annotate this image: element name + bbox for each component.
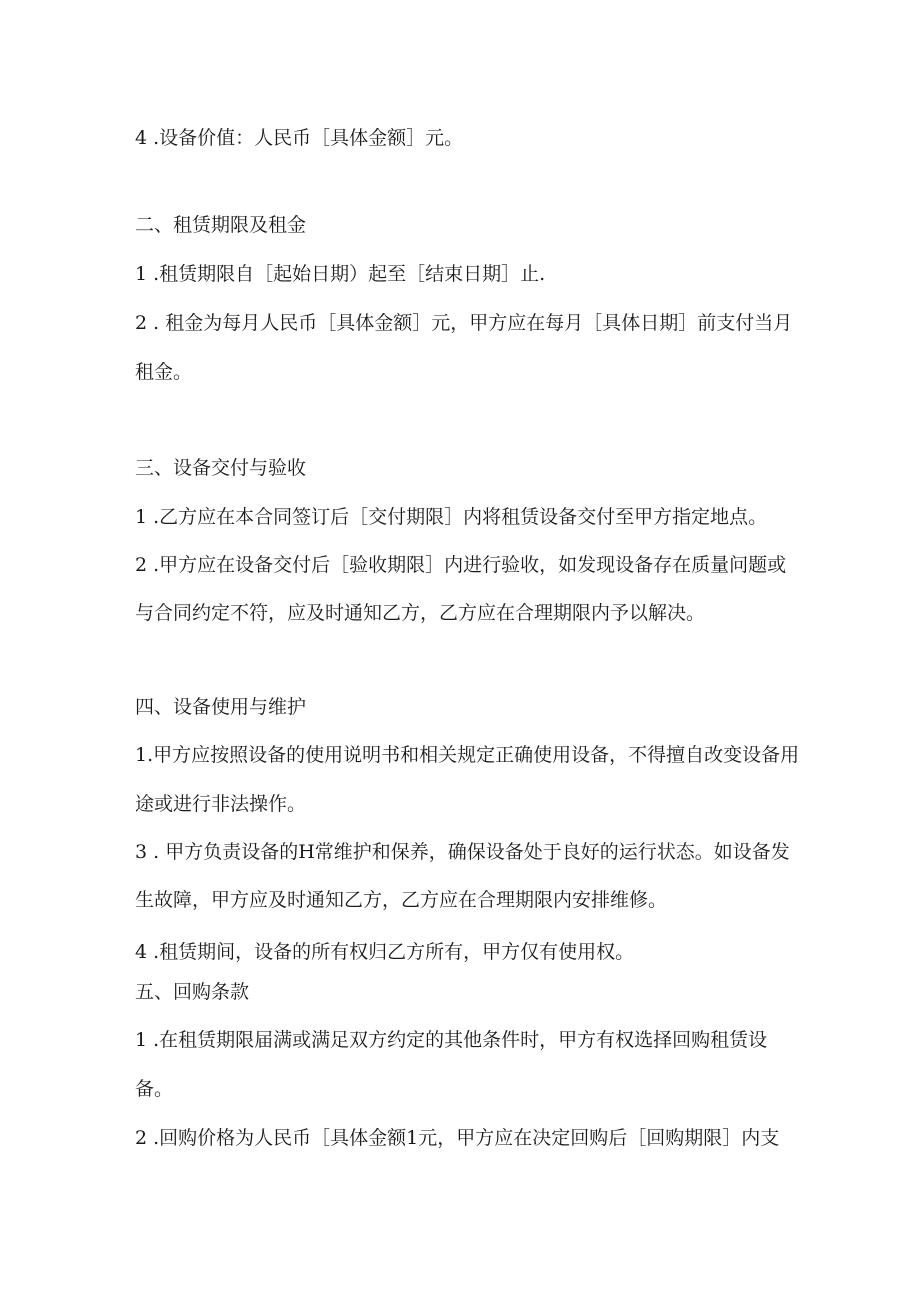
section-5-heading: 五、回购条款 — [135, 981, 250, 1003]
item-1-lease-term: 1 .租赁期限自［起始日期）起至［结束日期］止. — [135, 263, 546, 285]
item-3-maintenance-line-1: 3 . 甲方负责设备的H常维护和保养，确保设备处于良好的运行状态。如设备发 — [135, 841, 790, 863]
item-1-buyback-line-2: 备。 — [135, 1078, 174, 1100]
item-1-buyback-line-1: 1 .在租赁期限届满或满足双方约定的其他条件时，甲方有权选择回购租赁设 — [135, 1029, 768, 1051]
item-2-acceptance-line-2: 与合同约定不符，应及时通知乙方，乙方应在合理期限内予以解决。 — [135, 602, 706, 624]
item-1-usage-line-1: 1.甲方应按照设备的使用说明书和相关规定正确使用设备，不得擅自改变设备用 — [135, 744, 800, 766]
item-4-equipment-value: 4 .设备价值：人民币［具体金额］元。 — [135, 127, 464, 149]
section-4-heading: 四、设备使用与维护 — [135, 696, 307, 718]
item-2-rent-line-2: 租金。 — [135, 361, 193, 383]
item-1-usage-line-2: 途或进行非法操作。 — [135, 793, 307, 815]
item-1-delivery: 1 .乙方应在本合同签订后［交付期限］内将租赁设备交付至甲方指定地点。 — [135, 506, 768, 528]
section-3-heading: 三、设备交付与验收 — [135, 457, 307, 479]
section-2-heading: 二、租赁期限及租金 — [135, 214, 307, 236]
item-2-rent-line-1: 2 . 租金为每月人民币［具体金额］元，甲方应在每月［具体日期］前支付当月 — [135, 312, 793, 334]
item-2-buyback-price: 2 .回购价格为人民币［具体金额1元，甲方应在决定回购后［回购期限］内支 — [135, 1127, 780, 1149]
item-4-ownership: 4 .租赁期间，设备的所有权归乙方所有，甲方仅有使用权。 — [135, 941, 635, 963]
item-3-maintenance-line-2: 生故障，甲方应及时通知乙方，乙方应在合理期限内安排维修。 — [135, 889, 668, 911]
item-2-acceptance-line-1: 2 .甲方应在设备交付后［验收期限］内进行验收，如发现设备存在质量问题或 — [135, 554, 787, 576]
